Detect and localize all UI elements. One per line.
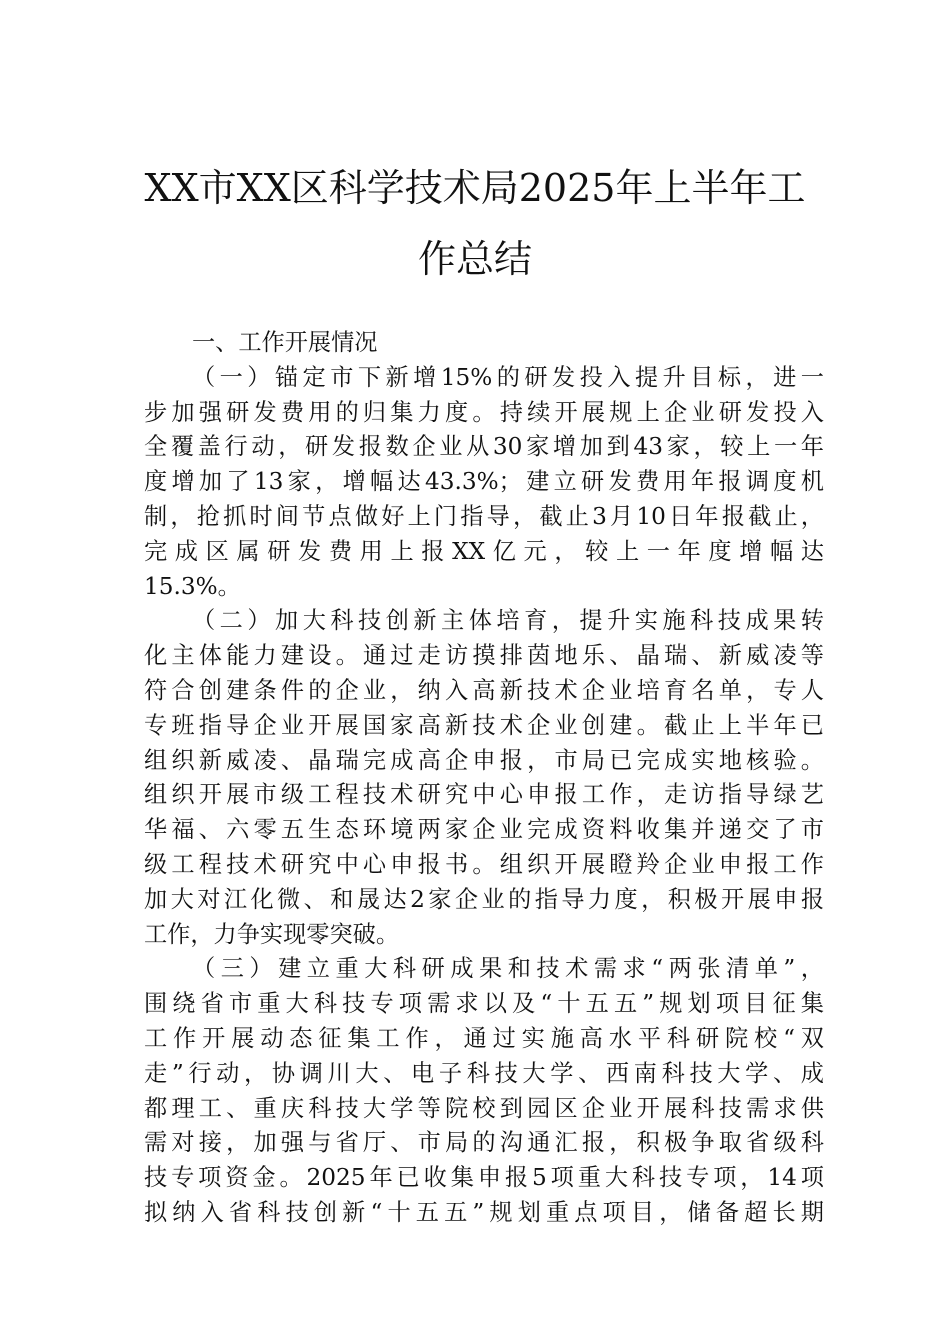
paragraph-line: 15.3%。 (144, 572, 241, 600)
paragraph-line: （三）建立重大科研成果和技术需求“两张清单”， (192, 955, 824, 983)
paragraph-line: （一）锚定市下新增15%的研发投入提升目标，进一 (192, 363, 824, 391)
paragraph-line: 华福、六零五生态环境两家企业完成资料收集并递交了市 (144, 816, 824, 844)
paragraph-line: （二）加大科技创新主体培育，提升实施科技成果转 (192, 607, 824, 635)
paragraph-line: 组织开展市级工程技术研究中心申报工作，走访指导绿艺 (144, 781, 824, 809)
paragraph-line: 级工程技术研究中心申报书。组织开展瞪羚企业申报工作 (144, 850, 824, 878)
paragraph-line: 组织新威凌、晶瑞完成高企申报，市局已完成实地核验。 (144, 746, 824, 774)
paragraph-line: 工作开展动态征集工作，通过实施高水平科研院校“双 (144, 1024, 824, 1052)
paragraph-line: 完成区属研发费用上报XX亿元，较上一年度增幅达 (144, 537, 824, 565)
paragraph-line: 专班指导企业开展国家高新技术企业创建。截止上半年已 (144, 711, 824, 739)
document-title-line-1: XX市XX区科学技术局2025年上半年工 (144, 166, 806, 210)
paragraph-line: 走”行动，协调川大、电子科技大学、西南科技大学、成 (144, 1059, 824, 1087)
paragraph-line: 都理工、重庆科技大学等院校到园区企业开展科技需求供 (144, 1094, 824, 1122)
paragraph-line: 拟纳入省科技创新“十五五”规划重点项目，储备超长期 (144, 1198, 824, 1226)
paragraph-line: 技专项资金。2025年已收集申报5项重大科技专项，14项 (144, 1164, 824, 1192)
document-title-line-2: 作总结 (417, 237, 532, 281)
paragraph-line: 围绕省市重大科技专项需求以及“十五五”规划项目征集 (144, 990, 824, 1018)
paragraph-line: 步加强研发费用的归集力度。持续开展规上企业研发投入 (144, 398, 824, 426)
paragraph-line: 符合创建条件的企业，纳入高新技术企业培育名单，专人 (144, 676, 824, 704)
section-heading: 一、工作开展情况 (192, 329, 378, 356)
paragraph-line: 需对接，加强与省厅、市局的沟通汇报，积极争取省级科 (144, 1129, 824, 1157)
paragraph-line: 化主体能力建设。通过走访摸排茵地乐、晶瑞、新威凌等 (144, 642, 824, 670)
paragraph-line: 制，抢抓时间节点做好上门指导，截止3月10日年报截止， (144, 502, 824, 530)
document-body (144, 326, 824, 1231)
paragraph-line: 加大对江化微、和晟达2家企业的指导力度，积极开展申报 (144, 885, 824, 913)
paragraph-line: 工作，力争实现零突破。 (144, 920, 400, 948)
paragraph-line: 全覆盖行动，研发报数企业从30家增加到43家，较上一年 (144, 433, 824, 461)
paragraph-line: 度增加了13家，增幅达43.3%；建立研发费用年报调度机 (144, 468, 824, 496)
